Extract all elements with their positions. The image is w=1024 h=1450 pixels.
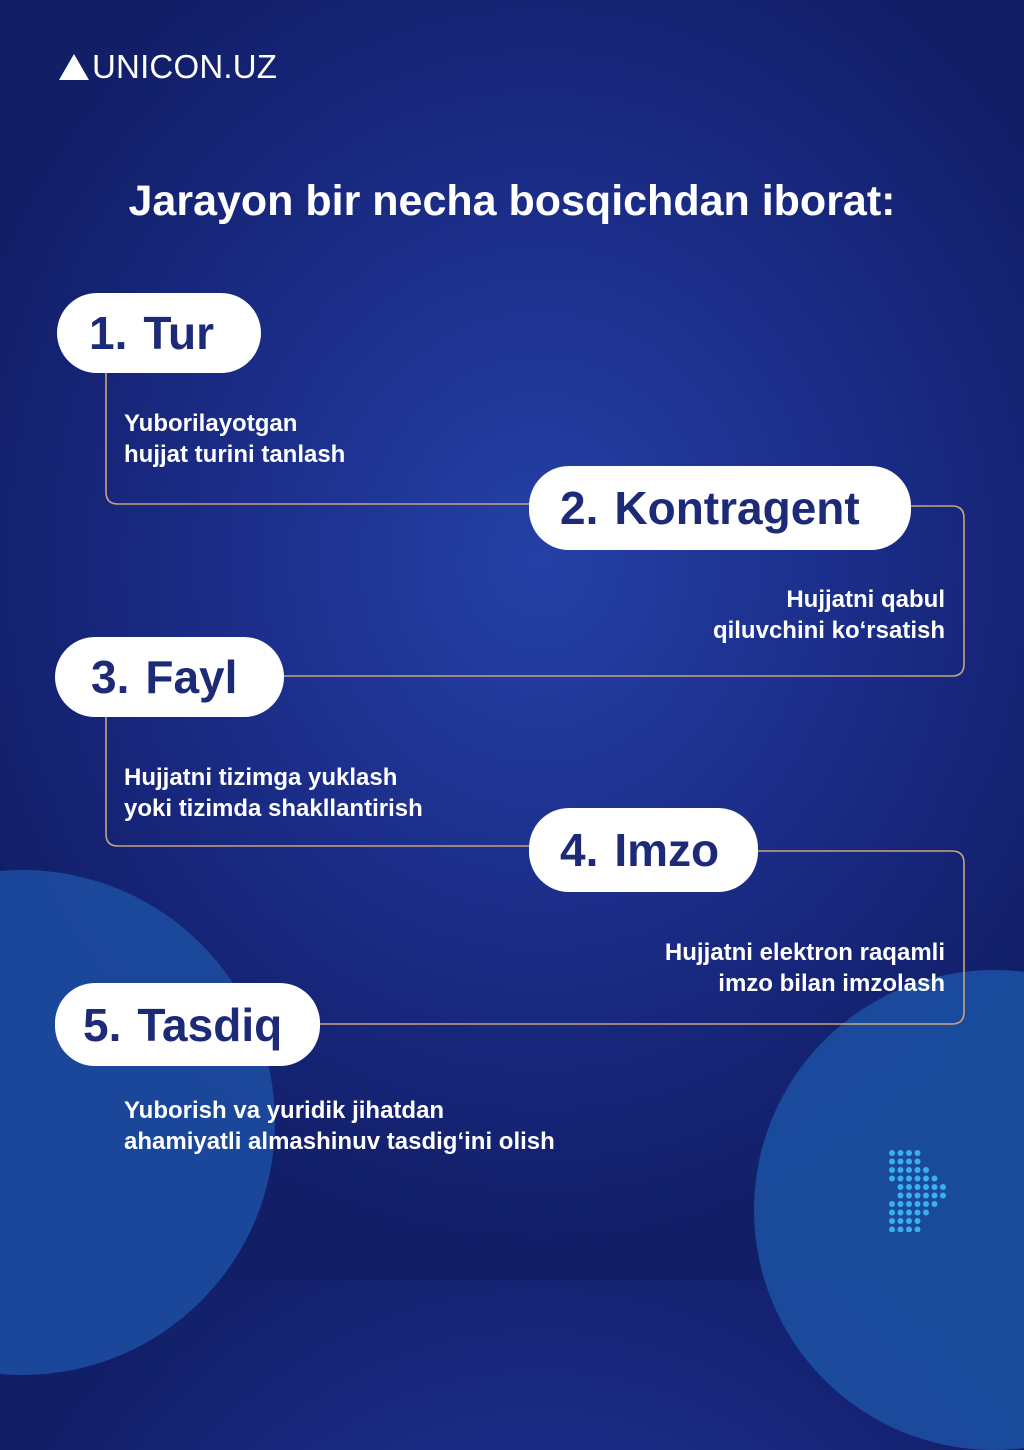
step-1-number: 1. (89, 307, 128, 359)
step-5-desc-line: ahamiyatli almashinuv tasdig‘ini olish (124, 1128, 555, 1155)
step-3-pill (55, 637, 284, 717)
step-4-description (665, 937, 945, 999)
step-5-pill (55, 983, 320, 1066)
step-2-description (713, 584, 945, 646)
step-3-desc-line: Hujjatni tizimga yuklash (124, 764, 398, 791)
step-4-desc-line: imzo bilan imzolash (718, 970, 945, 997)
step-1-pill (57, 293, 261, 373)
step-5-label: Tasdiq (137, 998, 283, 1051)
step-5-desc-line: Yuborish va yuridik jihatdan (124, 1097, 445, 1124)
step-1-desc-line: hujjat turini tanlash (124, 441, 346, 468)
step-4-label: Imzo (614, 824, 720, 876)
step-1-desc-line: Yuborilayotgan (124, 410, 298, 437)
step-2-number: 2. (560, 482, 599, 534)
step-4-number: 4. (560, 824, 599, 876)
step-1-label: Tur (143, 307, 215, 359)
step-4-pill (529, 808, 758, 892)
brand-name: UNICON.UZ (92, 48, 278, 85)
step-2-label: Kontragent (614, 482, 860, 534)
step-3-desc-line: yoki tizimda shakllantirish (124, 795, 423, 822)
step-2-pill (529, 466, 911, 550)
step-5-number: 5. (83, 998, 122, 1051)
step-4-desc-line: Hujjatni elektron raqamli (664, 939, 945, 966)
step-3-description (124, 762, 423, 824)
dotted-arrow-icon (886, 1148, 970, 1232)
step-2-desc-line: Hujjatni qabul (786, 586, 945, 613)
step-3-number: 3. (91, 651, 130, 703)
step-1-description (124, 408, 345, 470)
step-3-label: Fayl (145, 651, 238, 703)
step-5-description (124, 1095, 555, 1157)
step-2-desc-line: qiluvchini ko‘rsatish (712, 617, 945, 644)
page-title: Jarayon bir necha bosqichdan iborat: (128, 177, 896, 225)
